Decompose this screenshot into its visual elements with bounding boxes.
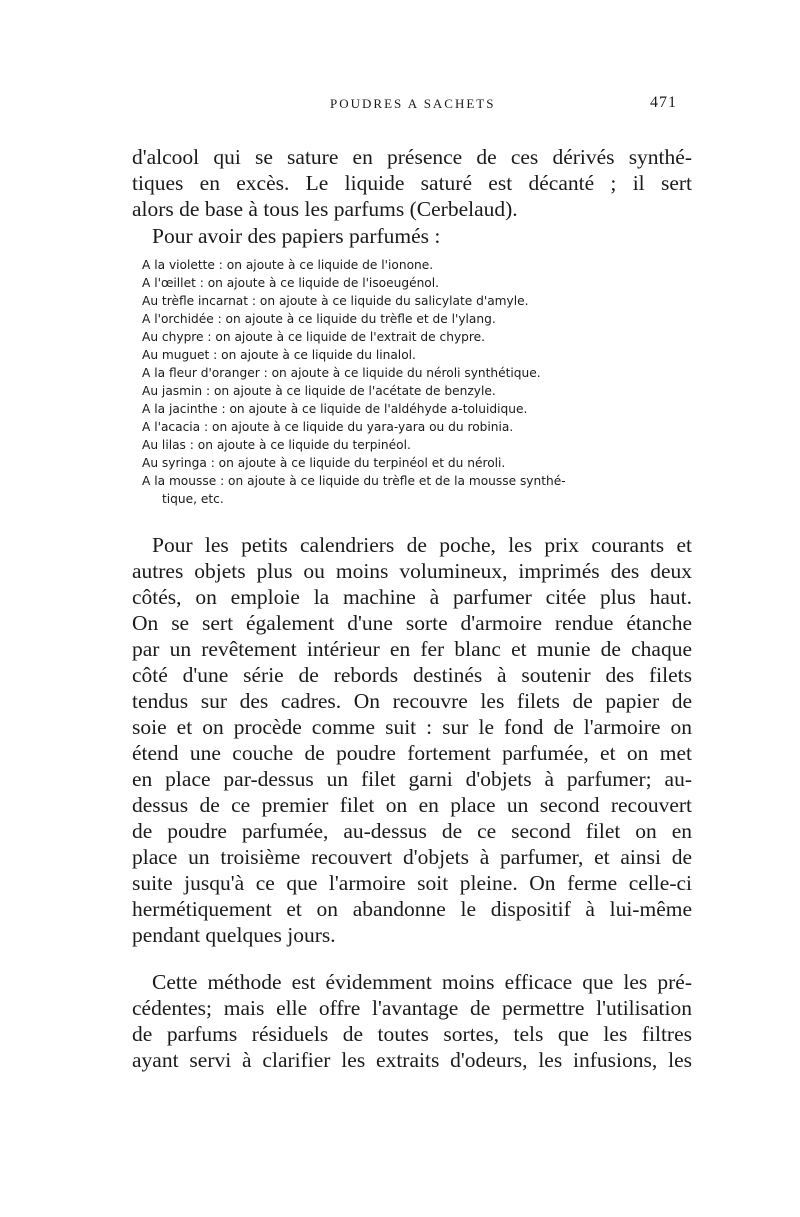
page-number: 471: [650, 94, 677, 111]
paragraph-line: côté d'une série de rebords destinés à soutenir des filets: [132, 663, 692, 687]
running-title: POUDRES A SACHETS: [330, 96, 496, 111]
recipe-line: A l'acacia : on ajoute à ce liquide du yara-yara ou du robinia.: [142, 420, 514, 434]
recipe-line: A la fleur d'oranger : on ajoute à ce liquide du néroli synthétique.: [142, 366, 541, 380]
paragraph-line: On se sert également d'une sorte d'armoire rendue étanche: [132, 611, 692, 635]
paragraph-line: place un troisième recouvert d'objets à parfumer, et ainsi de: [132, 845, 692, 869]
paragraph-line: pendant quelques jours.: [132, 923, 336, 947]
recipe-line: A la violette : on ajoute à ce liquide de l'ionone.: [142, 258, 434, 272]
recipe-line: tique, etc.: [162, 492, 224, 506]
paragraph-line: soie et on procède comme suit : sur le fond de l'armoire on: [132, 715, 692, 739]
recipe-line: Au trèfle incarnat : on ajoute à ce liquide du salicylate d'amyle.: [142, 294, 529, 308]
paragraph-line: tendus sur des cadres. On recouvre les filets de papier de: [132, 689, 692, 713]
intro-line: alors de base à tous les parfums (Cerbelaud).: [132, 197, 518, 221]
paragraph-line: par un revêtement intérieur en fer blanc et munie de chaque: [132, 637, 692, 661]
recipe-line: Au chypre : on ajoute à ce liquide de l'extrait de chypre.: [142, 330, 486, 344]
recipe-line: Au lilas : on ajoute à ce liquide du terpinéol.: [142, 438, 411, 452]
paragraph-line: dessus de ce premier filet on en place un second recouvert: [132, 793, 692, 817]
paragraph-line: en place par-dessus un filet garni d'objets à parfumer; au-: [132, 767, 692, 791]
recipe-line: A l'orchidée : on ajoute à ce liquide du trèfle et de l'ylang.: [142, 312, 496, 326]
paragraph-line: autres objets plus ou moins volumineux, imprimés des deux: [132, 559, 692, 583]
recipe-line: Au jasmin : on ajoute à ce liquide de l'acétate de benzyle.: [142, 384, 496, 398]
recipe-line: A l'œillet : on ajoute à ce liquide de l'isoeugénol.: [142, 276, 440, 290]
recipe-line: A la jacinthe : on ajoute à ce liquide de l'aldéhyde a-toluidique.: [142, 402, 528, 416]
recipe-line: Au syringa : on ajoute à ce liquide du terpinéol et du néroli.: [142, 456, 506, 470]
paragraph-line: hermétiquement et on abandonne le dispositif à lui-même: [132, 897, 692, 921]
recipe-line: Au muguet : on ajoute à ce liquide du linalol.: [142, 348, 416, 362]
intro-line: tiques en excès. Le liquide saturé est décanté ; il sert: [132, 171, 692, 195]
paragraph-line: de poudre parfumée, au-dessus de ce second filet on en: [132, 819, 692, 843]
paragraph-line: de parfums résiduels de toutes sortes, tels que les filtres: [132, 1022, 692, 1046]
running-head: [0, 96, 800, 116]
list-heading: Pour avoir des papiers parfumés :: [152, 224, 441, 248]
paragraph-line: suite jusqu'à ce que l'armoire soit pleine. On ferme celle-ci: [132, 871, 692, 895]
paragraph-line: ayant servi à clarifier les extraits d'odeurs, les infusions, les: [132, 1048, 692, 1072]
paragraph-line: étend une couche de poudre fortement parfumée, et on met: [132, 741, 692, 765]
recipe-line: A la mousse : on ajoute à ce liquide du trèfle et de la mousse synthé-: [142, 474, 566, 488]
intro-line: d'alcool qui se sature en présence de ces dérivés synthé-: [132, 145, 692, 169]
paragraph-line: côtés, on emploie la machine à parfumer citée plus haut.: [132, 585, 692, 609]
paragraph-line: Pour les petits calendriers de poche, les prix courants et: [152, 533, 692, 557]
paragraph-line: Cette méthode est évidemment moins efficace que les pré-: [152, 970, 692, 994]
paragraph-line: cédentes; mais elle offre l'avantage de permettre l'utilisation: [132, 996, 692, 1020]
